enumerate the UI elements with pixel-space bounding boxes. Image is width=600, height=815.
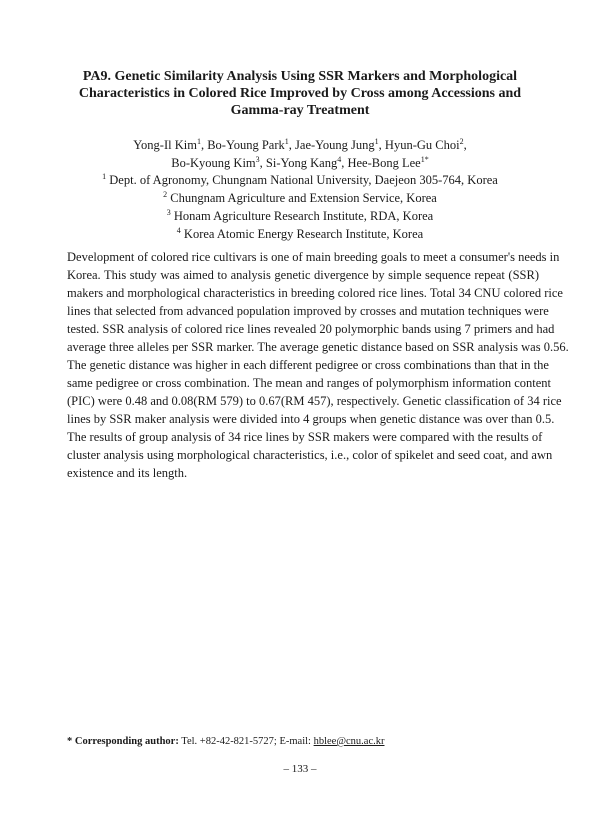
affiliation-text: Honam Agriculture Research Institute, RDA, Korea [170, 209, 434, 223]
abstract-line: lines by SSR maker analysis were divided into 4 groups when genetic distance was over than 0.5. [67, 412, 555, 426]
abstract-line: existence and its length. [67, 466, 188, 480]
title-line-1: PA9. Genetic Similarity Analysis Using SSR Markers and Morphological [82, 69, 518, 84]
title-line-3: Gamma-ray Treatment [230, 103, 370, 118]
corresponding-author-phone: Tel. +82-42-821-5727; E-mail: [178, 736, 314, 747]
abstract-line: (PIC) were 0.48 and 0.08(RM 579) to 0.67(RM 457), respectively. Genetic classification of 34 rice [67, 394, 562, 408]
affiliation-mark: 1 [102, 171, 107, 181]
affiliation-4 [60, 225, 540, 243]
page-number: – 133 – [283, 763, 317, 775]
author-affiliation-mark: 1 [284, 136, 289, 146]
abstract-line: lines that selected from advanced population improved by crosses and mutation techniques were [67, 304, 549, 318]
author-separator: , [378, 138, 385, 152]
author-list [60, 136, 540, 172]
author-name: Jae-Young Jung [295, 138, 375, 152]
author-separator: , [341, 156, 348, 170]
abstract-line: Korea. This study was aimed to analysis genetic divergence by simple sequence repeat (SSR) [67, 268, 539, 282]
paper-title [60, 68, 540, 119]
affiliation-2 [60, 189, 540, 207]
corresponding-author-label: * Corresponding author: [67, 736, 179, 747]
abstract-line: The results of group analysis of 34 rice lines by SSR makers were compared with the results of [67, 430, 543, 444]
author-name: Hee-Bong Lee [347, 156, 421, 170]
affiliation-list [60, 171, 540, 243]
affiliation-1 [60, 171, 540, 189]
abstract-line: makers and morphological characteristics in breeding colored rice lines. Total 34 CNU colored rice [67, 286, 563, 300]
author-separator: , [288, 138, 296, 152]
abstract-line: same pedigree or cross combination. The mean and ranges of polymorphism information content [67, 376, 552, 390]
abstract-body [67, 248, 569, 482]
affiliation-text: Korea Atomic Energy Research Institute, Korea [180, 227, 424, 241]
author-name: Si-Yong Kang [265, 156, 338, 170]
affiliation-mark: 2 [163, 189, 168, 199]
affiliation-3 [60, 207, 540, 225]
affiliation-mark: 3 [166, 207, 171, 217]
author-affiliation-mark: 1* [420, 154, 429, 164]
abstract-line: average three alleles per SSR marker. The average genetic distance based on SSR analysis was 0.56. [67, 340, 569, 354]
author-name: Bo-Kyoung Kim [171, 156, 256, 170]
abstract-line: tested. SSR analysis of colored rice lines revealed 20 polymorphic bands using 7 primers and had [67, 322, 555, 336]
abstract-line: Development of colored rice cultivars is one of main breeding goals to meet a consumer's needs in [67, 250, 560, 264]
author-line-1 [60, 136, 540, 154]
author-affiliation-mark: 3 [255, 154, 260, 164]
corresponding-author-note [67, 736, 547, 747]
author-separator: , [259, 156, 266, 170]
affiliation-mark: 4 [176, 225, 181, 235]
author-name: Bo-Young Park [207, 138, 285, 152]
author-affiliation-mark: 4 [337, 154, 342, 164]
abstract-line: The genetic distance was higher in each different pedigree or cross combinations than that in the [67, 358, 549, 372]
author-name: Hyun-Gu Choi [384, 138, 460, 152]
author-name: Yong-Il Kim [133, 138, 197, 152]
title-line-2: Characteristics in Colored Rice Improved by Cross among Accessions and [78, 86, 522, 101]
affiliation-text: Dept. of Agronomy, Chungnam National University, Daejeon 305-764, Korea [106, 173, 498, 187]
abstract-line: cluster analysis using morphological characteristics, i.e., color of spikelet and seed coat, and awn [67, 448, 553, 462]
author-affiliation-mark: 1 [196, 136, 201, 146]
author-separator: , [463, 138, 467, 152]
affiliation-text: Chungnam Agriculture and Extension Service, Korea [167, 191, 437, 205]
author-line-2 [60, 154, 540, 172]
author-separator: , [200, 138, 208, 152]
corresponding-author-email-link[interactable]: hblee@cnu.ac.kr [313, 736, 385, 747]
author-affiliation-mark: 1 [374, 136, 379, 146]
author-affiliation-mark: 2 [459, 136, 464, 146]
